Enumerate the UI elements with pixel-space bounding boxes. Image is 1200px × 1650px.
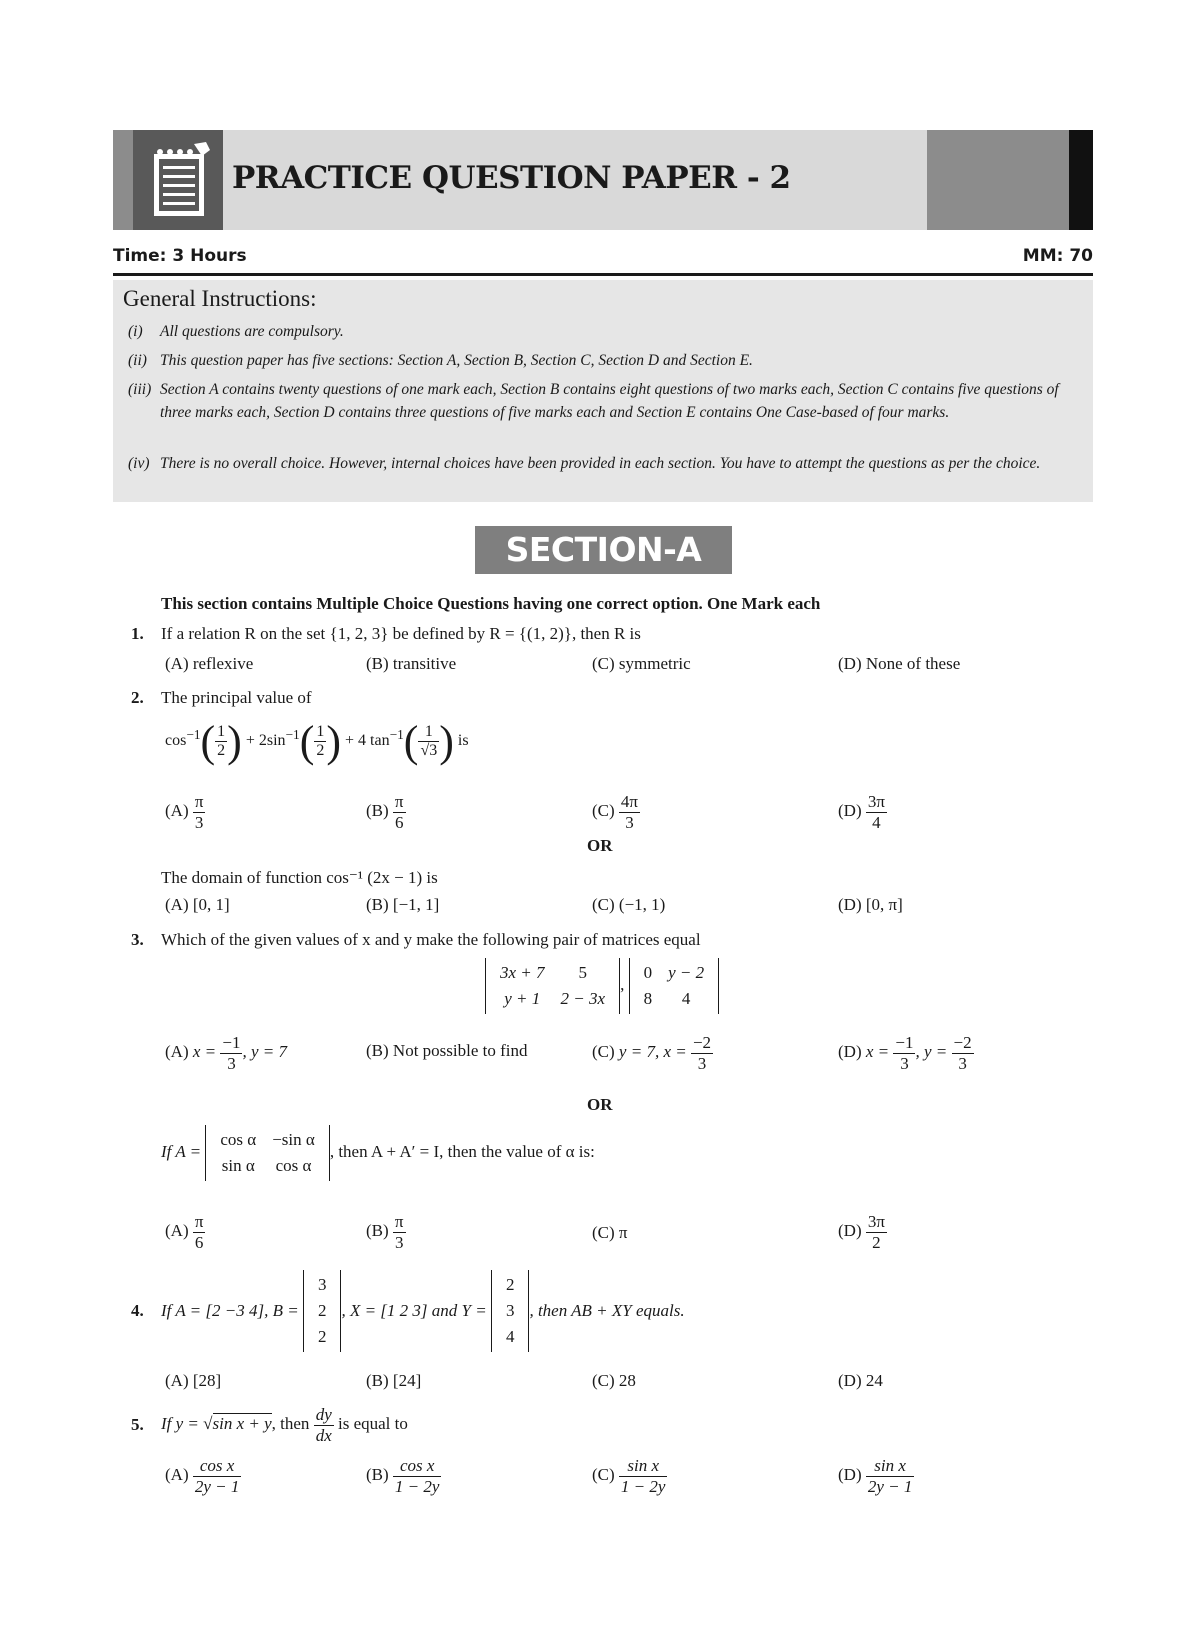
fraction <box>691 1033 713 1073</box>
numerator: sin x <box>866 1456 915 1477</box>
instruction-text: Section A contains twenty questions of one mark each, Section B contains eight questions of two marks each, Section C contains five questions of three marks each, Section D contains three questions of five marks each and Section E contains One Case-based of four marks. <box>160 381 1059 421</box>
option-text: x = <box>865 1041 890 1061</box>
q2-option-d <box>838 792 887 832</box>
question-3-text: Which of the given values of x and y make the following pair of matrices equal <box>161 930 701 949</box>
numerator: 1 <box>418 723 439 742</box>
matrix-cell: 4 <box>681 989 691 1008</box>
inverse-exponent: −1 <box>389 726 404 742</box>
paren-close: ) <box>326 717 342 766</box>
paren-open: ( <box>200 717 216 766</box>
paren-close: ) <box>227 717 242 766</box>
sin-function: + 2sin <box>245 732 286 750</box>
matrix-cell: y + 1 <box>504 989 541 1008</box>
max-marks-label: MM: 70 <box>1022 246 1093 266</box>
q3-alt-option-c <box>592 1223 628 1243</box>
denominator: 1 − 2y <box>394 1476 440 1496</box>
matrix-cell: 2 <box>317 1327 327 1346</box>
q3-option-b <box>366 1041 528 1061</box>
q5-option-c <box>592 1456 667 1496</box>
or-separator: OR <box>587 836 613 855</box>
instruction-text: There is no overall choice. However, internal choices have been provided in each section. You have to attempt the questions as per the choice. <box>160 455 1041 472</box>
denominator: 2 <box>872 1232 881 1252</box>
question-1-text: If a relation R on the set {1, 2, 3} be defined by R = {(1, 2)}, then R is <box>161 624 641 643</box>
instruction-num: (ii) <box>128 352 147 369</box>
q4-option-c: (C) 28 <box>592 1371 636 1390</box>
option-text: π <box>618 1223 628 1242</box>
denominator: 2y − 1 <box>867 1476 913 1496</box>
banner-black-block <box>1069 130 1093 230</box>
numerator: 3π <box>867 1212 885 1231</box>
matrix-y <box>491 1270 530 1352</box>
option-label: (C) <box>592 1041 615 1061</box>
option-label: (B) <box>366 1041 389 1060</box>
fraction <box>393 1456 442 1496</box>
q3-alt-option-a <box>165 1212 205 1252</box>
section-description: This section contains Multiple Choice Questions having one correct option. One Mark each <box>161 594 821 613</box>
banner-right-block <box>927 130 1069 230</box>
fraction <box>418 723 439 761</box>
fraction <box>619 792 640 832</box>
q4-pre: If A = [2 −3 4], B = <box>161 1301 299 1320</box>
numerator: −2 <box>692 1033 712 1052</box>
denominator: dx <box>315 1425 332 1445</box>
question-number: 3. <box>131 930 144 949</box>
matrix-b <box>303 1270 342 1352</box>
cos-function: cos <box>165 732 187 750</box>
denominator: 3 <box>958 1053 967 1073</box>
fraction <box>893 1033 915 1073</box>
matrix-1 <box>485 958 620 1014</box>
fraction <box>866 1456 915 1496</box>
matrix-cell: 3 <box>317 1275 327 1294</box>
paren-open: ( <box>403 717 419 766</box>
document-icon <box>150 142 214 220</box>
q5-post: is equal to <box>337 1413 408 1433</box>
denominator: 2 <box>217 742 226 759</box>
q4-post: , then AB + XY equals. <box>529 1301 685 1320</box>
inverse-exponent: −1 <box>186 726 201 742</box>
option-label: (D) <box>838 800 862 820</box>
option-label: (A) <box>165 1220 189 1240</box>
q2-alt-text: The domain of function cos⁻¹ (2x − 1) is <box>161 868 438 887</box>
q5-option-b <box>366 1456 441 1496</box>
denominator: 2y − 1 <box>194 1476 240 1496</box>
instruction-num: (i) <box>128 323 143 340</box>
matrix-cell: 4 <box>505 1327 515 1346</box>
option-label: (C) <box>592 1223 615 1242</box>
instruction-item <box>128 320 1083 343</box>
matrix-cell: 0 <box>643 963 653 982</box>
option-label: (A) <box>165 1041 189 1061</box>
fraction <box>193 1456 242 1496</box>
option-label: (A) <box>165 800 189 820</box>
q2-option-a <box>165 792 205 832</box>
is-word: is <box>457 732 469 750</box>
numerator: dy <box>315 1405 332 1424</box>
q2-alt-option-b: (B) [−1, 1] <box>366 895 440 914</box>
radicand: sin x + y <box>212 1413 272 1433</box>
q1-option-c: (C) symmetric <box>592 654 691 673</box>
denominator: 3 <box>394 1232 404 1252</box>
q3-alt-option-b <box>366 1212 406 1252</box>
inverse-exponent: −1 <box>285 726 300 742</box>
numerator: π <box>394 1212 404 1231</box>
q5-option-a <box>165 1456 241 1496</box>
fraction <box>220 1033 242 1073</box>
instruction-text: This question paper has five sections: Section A, Section B, Section C, Section D and Section E. <box>160 352 753 369</box>
section-badge: SECTION-A <box>475 526 732 574</box>
denominator: 3 <box>900 1053 909 1073</box>
alt-text-post: , then A + A′ = I, then the value of α is: <box>329 1141 595 1161</box>
q4-option-a: (A) [28] <box>165 1371 222 1390</box>
numerator: 1 <box>215 723 227 742</box>
denominator: 2 <box>316 742 325 759</box>
paren-close: ) <box>439 717 454 766</box>
instruction-num: (iv) <box>128 455 150 472</box>
q5-mid: , then <box>271 1413 310 1433</box>
or-separator: OR <box>587 1095 613 1114</box>
fraction <box>215 723 227 761</box>
matrix-cell: sin α <box>221 1156 255 1175</box>
numerator: sin x <box>619 1456 668 1477</box>
alt-text-pre: If A = <box>161 1141 202 1161</box>
q2-alt-option-c: (C) (−1, 1) <box>592 895 666 914</box>
denominator: 6 <box>394 812 404 832</box>
q1-option-d: (D) None of these <box>838 654 961 673</box>
numerator: π <box>394 792 404 811</box>
q1-option-a: (A) reflexive <box>165 654 254 673</box>
numerator: 1 <box>314 723 326 742</box>
option-label: (B) <box>366 800 389 820</box>
q5-option-d <box>838 1456 914 1496</box>
instruction-item <box>128 378 1083 424</box>
option-label: (B) <box>366 1464 389 1484</box>
question-2-text: The principal value of <box>161 688 312 707</box>
option-label: (C) <box>592 800 615 820</box>
numerator: 3π <box>867 792 885 811</box>
option-text: y = 7, x = <box>618 1041 687 1061</box>
fraction <box>952 1033 974 1073</box>
option-label: (B) <box>366 1220 389 1240</box>
numerator: cos x <box>193 1456 242 1477</box>
q2-alt-option-a: (A) [0, 1] <box>165 895 230 914</box>
option-text: , y = 7 <box>242 1041 288 1061</box>
matrix-cell: −sin α <box>272 1130 315 1149</box>
time-label: Time: 3 Hours <box>113 246 247 266</box>
matrix-cell: 3x + 7 <box>500 963 545 982</box>
question-number: 4. <box>131 1301 144 1320</box>
instruction-item <box>128 452 1083 475</box>
q2-option-b <box>366 792 406 832</box>
paren-open: ( <box>299 717 315 766</box>
q3-option-c <box>592 1033 713 1073</box>
fraction <box>193 792 206 832</box>
numerator: 4π <box>620 792 639 811</box>
matrix-cell: 2 − 3x <box>560 989 606 1008</box>
fraction <box>193 1212 206 1252</box>
q5-pre: If y = <box>161 1413 199 1433</box>
q3-matrices: 3x + 7 5 y + 1 2 − 3x , 0 y − 2 8 4 <box>485 958 719 1014</box>
option-label: (D) <box>838 1041 862 1061</box>
option-text: Not possible to find <box>392 1041 528 1060</box>
matrix-a <box>205 1125 329 1181</box>
matrix-2 <box>629 958 720 1014</box>
numerator: π <box>194 792 204 811</box>
option-label: (D) <box>838 1220 862 1240</box>
option-label: (D) <box>838 1464 862 1484</box>
option-text: , y = <box>915 1041 948 1061</box>
q3-option-a <box>165 1033 287 1073</box>
numerator: cos x <box>393 1456 442 1477</box>
denominator: 4 <box>872 812 881 832</box>
tan-function: + 4 tan <box>345 732 390 750</box>
q4-mid: , X = [1 2 3] and Y = <box>341 1301 487 1320</box>
denominator: √3 <box>420 742 438 759</box>
fraction <box>314 723 326 761</box>
matrix-cell: 2 <box>317 1301 327 1320</box>
denominator: 3 <box>697 1053 707 1073</box>
matrix-cell: y − 2 <box>668 963 705 982</box>
question-number: 1. <box>131 624 144 643</box>
q3-alt-text <box>161 1125 595 1181</box>
denominator: 1 − 2y <box>620 1476 666 1496</box>
denominator: 3 <box>227 1053 236 1073</box>
matrix-cell: cos α <box>275 1156 312 1175</box>
q2-option-c <box>592 792 640 832</box>
fraction <box>393 792 406 832</box>
option-text: x = <box>192 1041 217 1061</box>
denominator: 3 <box>194 812 204 832</box>
radicand: 3 <box>429 742 438 759</box>
fraction <box>866 792 887 832</box>
numerator: −2 <box>953 1033 972 1052</box>
q2-expression <box>165 716 469 767</box>
page-title: PRACTICE QUESTION PAPER - 2 <box>232 160 791 196</box>
instruction-text: All questions are compulsory. <box>160 323 344 340</box>
matrix-cell: 8 <box>643 989 653 1008</box>
q1-option-b: (B) transitive <box>366 654 457 673</box>
instruction-item <box>128 349 1083 372</box>
q3-alt-option-d <box>838 1212 887 1252</box>
question-number: 5. <box>131 1415 144 1434</box>
matrix-cell: cos α <box>220 1130 257 1149</box>
q3-option-d <box>838 1033 974 1073</box>
question-4-text <box>161 1270 685 1352</box>
instruction-num: (iii) <box>128 381 152 398</box>
q4-option-d: (D) 24 <box>838 1371 883 1390</box>
option-label: (A) <box>165 1464 189 1484</box>
matrix-cell: 5 <box>578 963 588 982</box>
derivative-fraction <box>314 1405 334 1445</box>
instructions-title: General Instructions: <box>123 286 317 311</box>
q4-option-b: (B) [24] <box>366 1371 422 1390</box>
matrix-cell: 2 <box>505 1275 515 1294</box>
q2-alt-option-d: (D) [0, π] <box>838 895 903 914</box>
question-number: 2. <box>131 688 144 707</box>
option-label: (C) <box>592 1464 615 1484</box>
fraction <box>619 1456 668 1496</box>
numerator: −1 <box>222 1033 241 1052</box>
fraction <box>393 1212 406 1252</box>
denominator: 6 <box>194 1232 204 1252</box>
banner-left-stripe <box>113 130 133 230</box>
numerator: −1 <box>895 1033 914 1052</box>
numerator: π <box>194 1212 204 1231</box>
denominator: 3 <box>625 812 634 832</box>
question-5-text: If y = √sin x + y, then $\frac{dy}{dx}$ is equal to <box>161 1405 408 1445</box>
fraction <box>866 1212 887 1252</box>
header-rule <box>113 273 1093 276</box>
matrix-cell: 3 <box>505 1301 515 1320</box>
